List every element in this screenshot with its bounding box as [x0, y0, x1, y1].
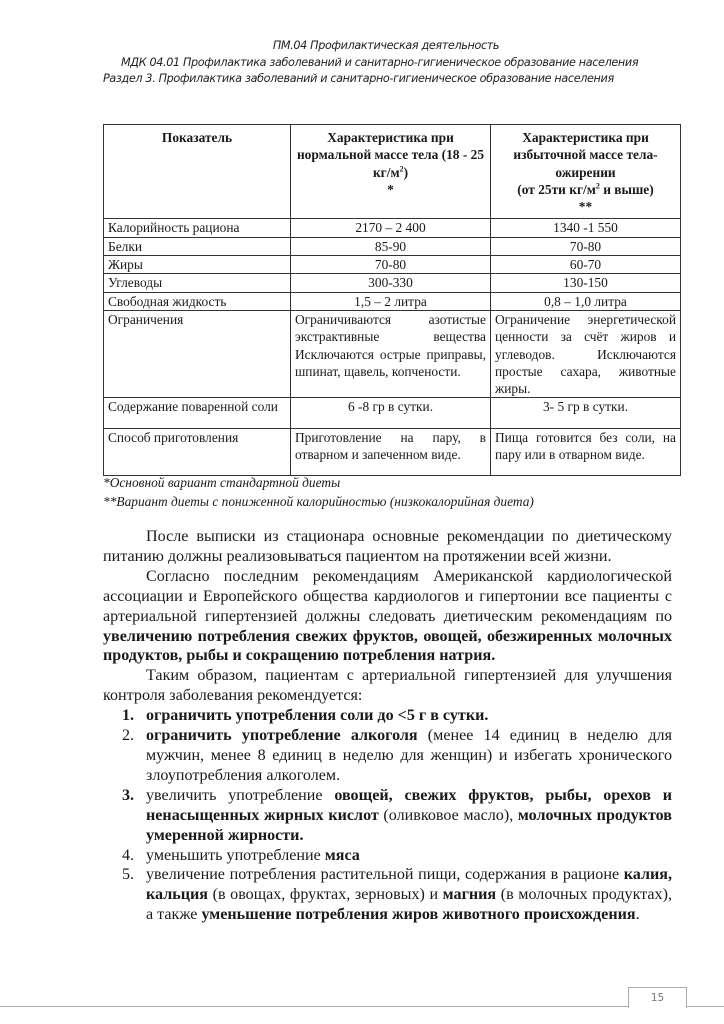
- table-row: [104, 219, 681, 237]
- paragraph: Таким образом, пациентам с артериальной гипертензией для улучшения контроля заболевания рекомендуется:: [103, 667, 672, 705]
- table-row: [104, 237, 681, 255]
- footnote-mark: *: [387, 181, 394, 197]
- running-header: [0, 38, 724, 88]
- header-course-title: МДК 04.01 Профилактика заболеваний и санитарно-гигиеническое образование населения: [121, 55, 639, 69]
- list-number: 1.: [122, 707, 135, 725]
- page-number: 15: [628, 987, 687, 1008]
- footer-divider: [0, 1006, 724, 1007]
- body-text: [103, 527, 672, 925]
- list-item: 2. ограничить употребление алкоголя (менее 14 единиц в неделю для мужчин, менее 8 единиц в неделю для женщин) и избегать хронического злоупотребления алкоголем.: [122, 727, 672, 784]
- cell-excess: Пища готовится без соли, на пару или в отварном виде.: [491, 428, 681, 476]
- recommendations-list: [103, 706, 672, 925]
- list-number: 5.: [122, 866, 135, 884]
- list-item: 4. уменьшить употребление мяса: [122, 846, 360, 864]
- list-number: 4.: [122, 846, 135, 864]
- footnote-standard-diet: *Основной вариант стандартной диеты: [103, 475, 341, 490]
- list-item: 1. ограничить употребления соли до <5 г в сутки.: [122, 707, 489, 725]
- paragraph: После выписки из стационара основные рекомендации по диетическому питанию должны реализовываться пациентом на протяжении всей жизни.: [103, 528, 672, 565]
- cell-indicator: Способ приготовления: [104, 428, 291, 476]
- diet-comparison-table: [103, 124, 681, 476]
- cell-normal: Ограничиваются азотистые экстрактивные вещества Исключаются острые приправы, шпинат, щавель, копчености.: [291, 310, 491, 397]
- cell-normal: 2170 – 2 400: [291, 219, 491, 237]
- list-item: 3. увеличить употребление овощей, свежих фруктов, рыбы, орехов и ненасыщенных жирных кислот (оливковое масло), молочных продуктов умеренной жирности.: [122, 786, 672, 844]
- table-row: [104, 274, 681, 292]
- cell-normal: 1,5 – 2 литра: [291, 292, 491, 310]
- table-row: [104, 292, 681, 310]
- table-row: [104, 398, 681, 428]
- cell-indicator: Углеводы: [104, 274, 291, 292]
- header-module-title: ПМ.04 Профилактическая деятельность: [272, 39, 500, 52]
- header-normal-weight: Характеристика при нормальной массе тела (18 - 25 $кг/м^2$) *: [291, 125, 491, 219]
- table-row: [104, 256, 681, 274]
- cell-excess: 130-150: [491, 274, 681, 292]
- cell-indicator: Ограничения: [104, 310, 291, 397]
- cell-normal: 85-90: [291, 237, 491, 255]
- list-item: 5. увеличение потребления растительной пищи, содержания в рационе калия, кальция (в овощах, фруктах, зерновых) и магния (в молочных продуктах), а также уменьшение потребления жиров животного происхождения.: [122, 866, 672, 924]
- table-header-row: [104, 125, 681, 219]
- cell-excess: Ограничение энергетической ценности за счёт жиров и углеводов. Исключаются простые сахара, животные жиры.: [491, 310, 681, 397]
- cell-indicator: Белки: [104, 237, 291, 255]
- header-section-title: Раздел 3. Профилактика заболеваний и санитарно-гигиеническое образование населения: [103, 72, 614, 85]
- cell-normal: Приготовление на пару, в отварном и запеченном виде.: [291, 428, 491, 476]
- cell-indicator: Свободная жидкость: [104, 292, 291, 310]
- cell-indicator: Содержание поваренной соли: [104, 398, 291, 428]
- table-row: [104, 310, 681, 397]
- cell-indicator: Калорийность рациона: [104, 219, 291, 237]
- footnote-low-calorie-diet: **Вариант диеты с пониженной калорийностью (низкокалорийная диета): [103, 494, 534, 509]
- header-excess-weight: Характеристика при избыточной массе тела-ожирении (от 25ти $кг/м^2$ и выше) **: [491, 125, 681, 219]
- cell-excess: 60-70: [491, 256, 681, 274]
- cell-excess: 0,8 – 1,0 литра: [491, 292, 681, 310]
- cell-normal: 300-330: [291, 274, 491, 292]
- cell-excess: 1340 -1 550: [491, 219, 681, 237]
- cell-excess: 70-80: [491, 237, 681, 255]
- table-footnotes: [103, 473, 534, 511]
- list-number: 3.: [122, 786, 135, 804]
- footnote-mark: **: [578, 199, 593, 215]
- cell-indicator: Жиры: [104, 256, 291, 274]
- header-indicator: Показатель: [104, 125, 291, 219]
- paragraph: Согласно последним рекомендациям Американской кардиологической ассоциации и Европейского общества кардиологов и гипертонии все пациенты с артериальной гипертензией должны следовать диетическим рекомендациям по увеличению потребления свежих фруктов, овощей, обезжиренных молочных продуктов, рыбы и сокращению потребления натрия.: [103, 567, 672, 665]
- list-number: 2.: [122, 727, 135, 745]
- cell-normal: 6 -8 гр в сутки.: [291, 398, 491, 428]
- cell-normal: 70-80: [291, 256, 491, 274]
- cell-excess: 3- 5 гр в сутки.: [491, 398, 681, 428]
- table-row: [104, 428, 681, 476]
